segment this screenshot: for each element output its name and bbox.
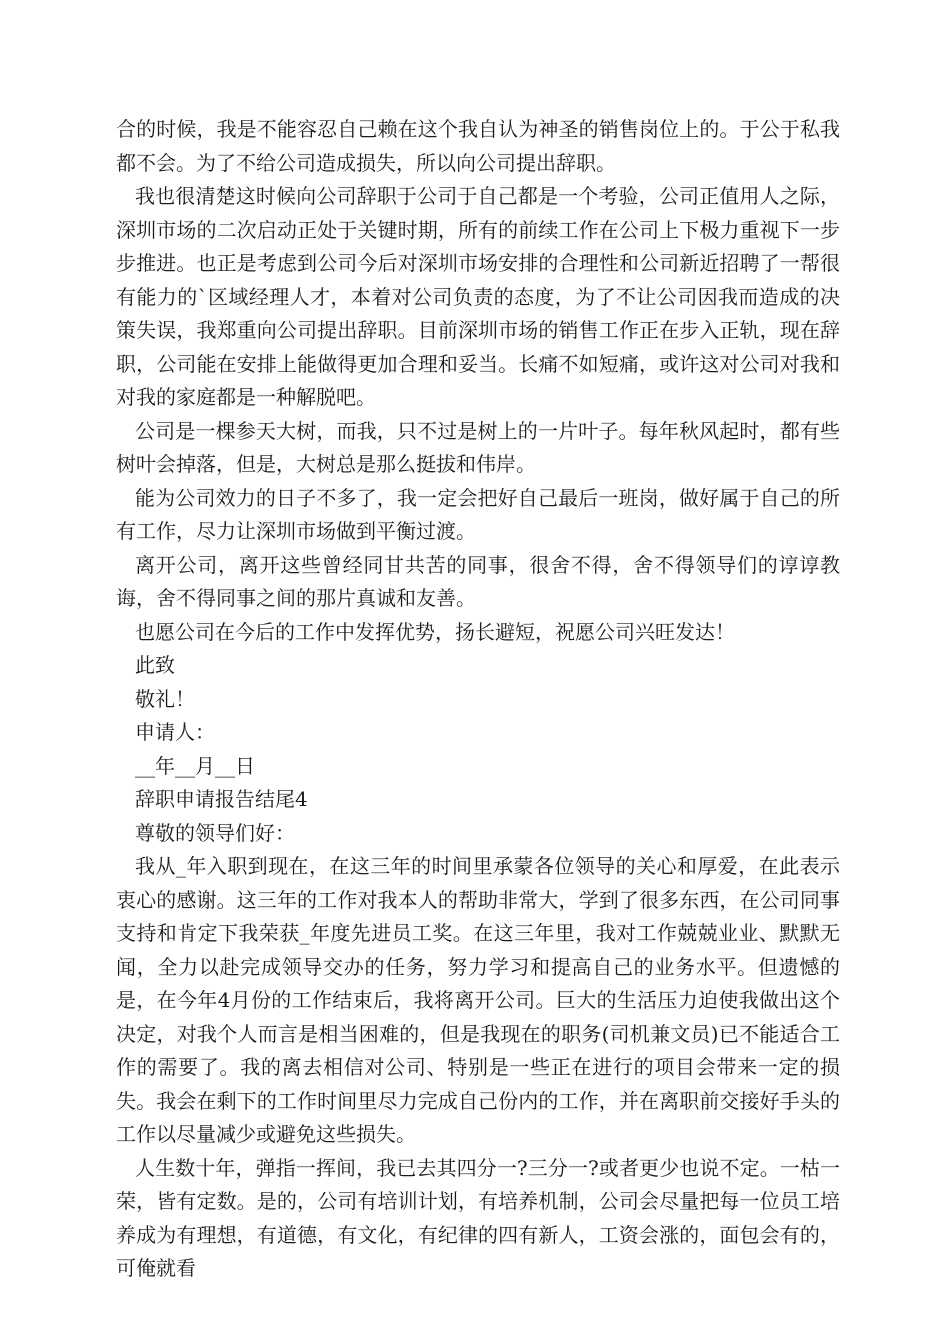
document-body bbox=[116, 113, 840, 1286]
applicant-label: 申请人： bbox=[135, 720, 215, 744]
paragraph: 公司是一棵参天大树，而我，只不过是树上的一片叶子。每年秋风起时，都有些树叶会掉落，但是，大树总是那么挺拔和伟岸。 bbox=[116, 418, 840, 476]
paragraph: 能为公司效力的日子不多了，我一定会把好自己最后一班岗，做好属于自己的所有工作，尽力让深圳市场做到平衡过渡。 bbox=[116, 485, 840, 543]
paragraph: 我从_年入职到现在，在这三年的时间里承蒙各位领导的关心和厚爱，在此表示衷心的感谢。这三年的工作对我本人的帮助非常大，学到了很多东西，在公司同事支持和肯定下我荣获_年度先进员工奖。在这三年里，我对工作兢兢业业、默默无闻，全力以赴完成领导交办的任务，努力学习和提高自己的业务水平。但遗憾的是，在今年4月份的工作结束后，我将离开公司。巨大的生活压力迫使我做出这个决定，对我个人而言是相当困难的，但是我现在的职务(司机兼文员)已不能适合工作的需要了。我的离去相信对公司、特别是一些正在进行的项目会带来一定的损失。我会在剩下的工作时间里尽力完成自己份内的工作，并在离职前交接好手头的工作以尽量减少或避免这些损失。 bbox=[116, 854, 840, 1146]
closing-line: 此致 bbox=[135, 653, 175, 677]
salutation-line: 敬礼！ bbox=[135, 686, 195, 711]
paragraph: 离开公司，离开这些曾经同甘共苦的同事，很舍不得，舍不得领导们的谆谆教诲，舍不得同事之间的那片真诚和友善。 bbox=[116, 552, 840, 610]
date-line: __年__月__日 bbox=[135, 753, 255, 778]
greeting: 尊敬的领导们好： bbox=[135, 820, 295, 845]
paragraph-continuation: 合的时候，我是不能容忍自己赖在这个我自认为神圣的销售岗位上的。于公于私我都不会。为了不给公司造成损失，所以向公司提出辞职。 bbox=[116, 117, 840, 175]
paragraph: 也愿公司在今后的工作中发挥优势，扬长避短，祝愿公司兴旺发达！ bbox=[135, 619, 735, 644]
paragraph: 人生数十年，弹指一挥间，我已去其四分一?三分一?或者更少也说不定。一枯一荣，皆有定数。是的，公司有培训计划，有培养机制，公司会尽量把每一位员工培养成为有理想，有道德，有文化，有纪律的四有新人，工资会涨的，面包会有的，可俺就看 bbox=[116, 1155, 840, 1280]
section-title: 辞职申请报告结尾4 bbox=[135, 787, 308, 811]
paragraph: 我也很清楚这时候向公司辞职于公司于自己都是一个考验，公司正值用人之际，深圳市场的二次启动正处于关键时期，所有的前续工作在公司上下极力重视下一步步推进。也正是考虑到公司今后对深圳市场安排的合理性和公司新近招聘了一帮很有能力的`区域经理人才，本着对公司负责的态度，为了不让公司因我而造成的决策失误，我郑重向公司提出辞职。目前深圳市场的销售工作正在步入正轨，现在辞职，公司能在安排上能做得更加合理和妥当。长痛不如短痛，或许这对公司对我和对我的家庭都是一种解脱吧。 bbox=[116, 184, 840, 409]
